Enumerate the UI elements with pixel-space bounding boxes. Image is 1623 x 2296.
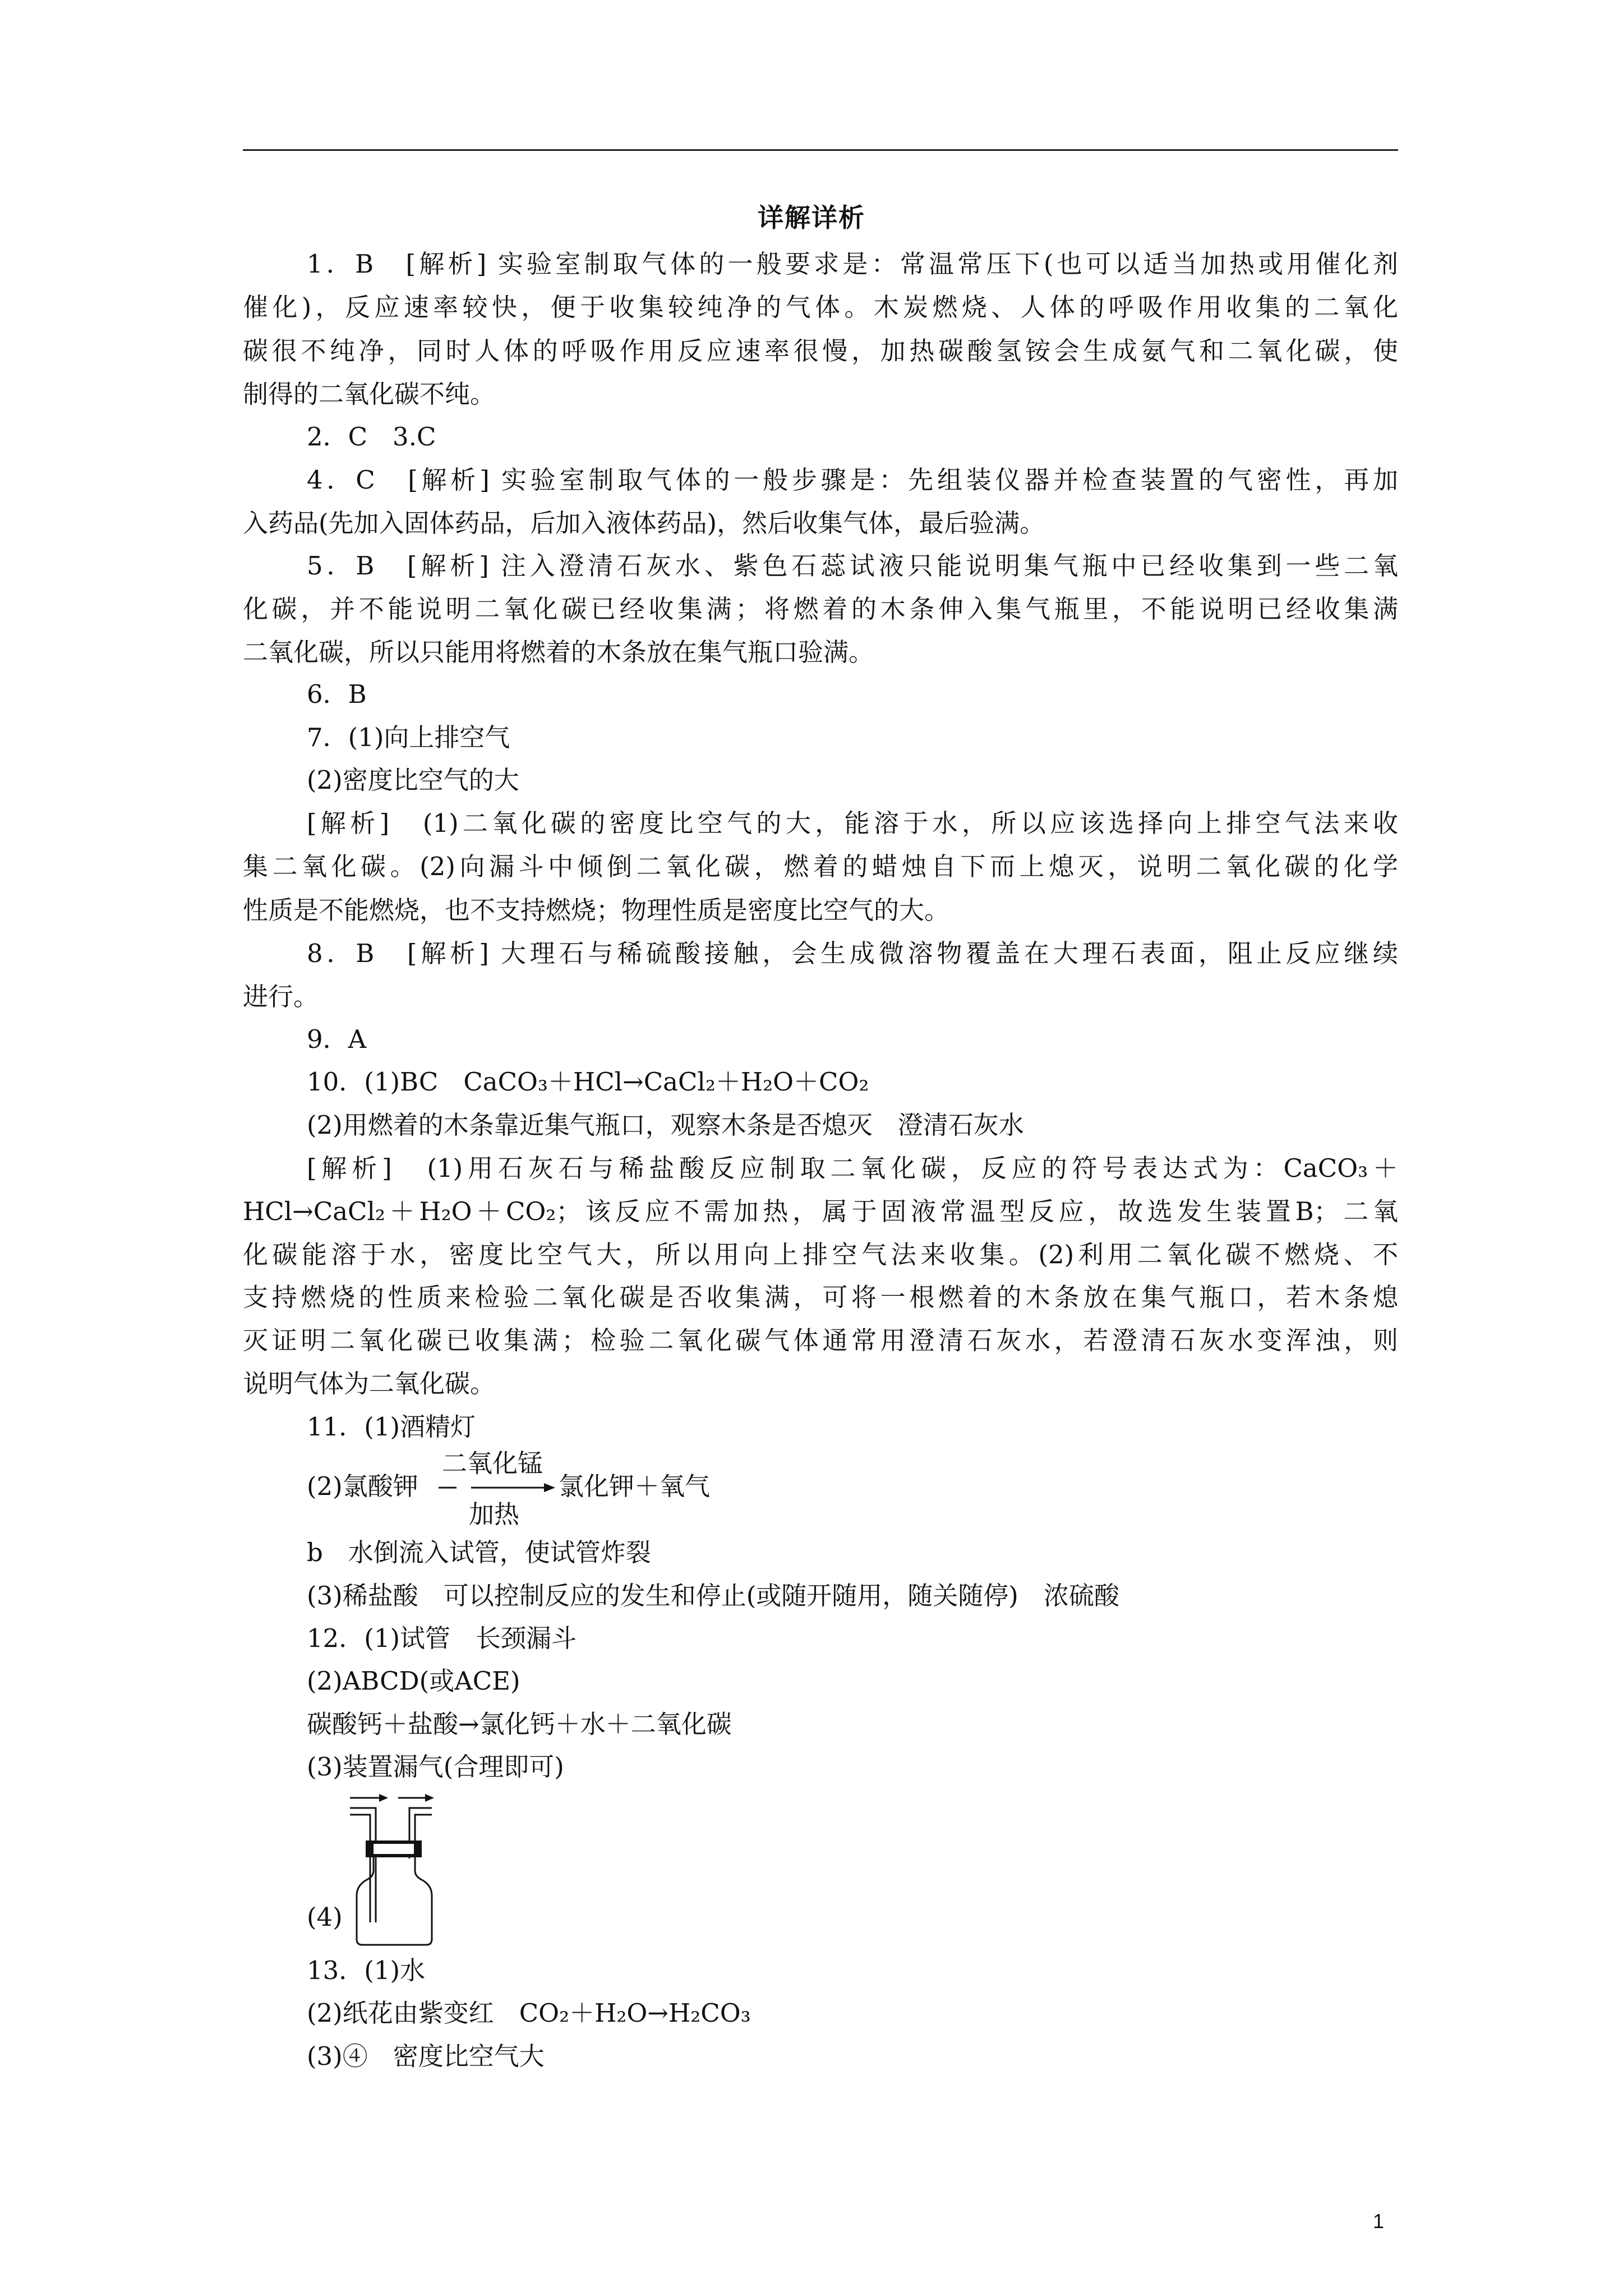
text-line: (2)密度比空气的大 xyxy=(307,765,519,795)
text-line: 灭证明二氧化碳已收集满；检验二氧化碳气体通常用澄清石灰水，若澄清石灰水变浑浊，则 xyxy=(243,1326,1398,1355)
text-line: (4) xyxy=(307,1902,343,1932)
text-line: [解析] (1)二氧化碳的密度比空气的大，能溶于水，所以应该选择向上排空气法来收 xyxy=(307,808,1398,838)
text-line: (2)用燃着的木条靠近集气瓶口，观察木条是否熄灭 澄清石灰水 xyxy=(307,1110,1024,1140)
text-line: 碳很不纯净，同时人体的呼吸作用反应速率很慢，加热碳酸氢铵会生成氨气和二氧化碳，使 xyxy=(243,336,1398,366)
reaction-arrow xyxy=(436,1481,557,1494)
text-line: (2)ABCD(或ACE) xyxy=(307,1666,520,1696)
text-line: 制得的二氧化碳不纯。 xyxy=(243,379,496,409)
text-line: (2)纸花由紫变红 CO₂＋H₂O→H₂CO₃ xyxy=(307,1998,751,2028)
text-line: 6．B xyxy=(307,679,367,709)
text-line: 催化)，反应速率较快，便于收集较纯净的气体。木炭燃烧、人体的呼吸作用收集的二氧化 xyxy=(243,292,1398,322)
text-line: 说明气体为二氧化碳。 xyxy=(243,1369,496,1398)
text-line: 11．(1)酒精灯 xyxy=(307,1412,476,1442)
text-line: 5．B [解析] 注入澄清石灰水、紫色石蕊试液只能说明集气瓶中已经收集到一些二氧 xyxy=(307,551,1398,581)
text-line: 支持燃烧的性质来检验二氧化碳是否收集满，可将一根燃着的木条放在集气瓶口，若木条熄 xyxy=(243,1282,1398,1312)
text-line: 1．B [解析] 实验室制取气体的一般要求是：常温常压下(也可以适当加热或用催化剂 xyxy=(307,249,1398,279)
text-line: b 水倒流入试管，使试管炸裂 xyxy=(307,1538,651,1567)
gas-bottle-figure xyxy=(342,1792,449,1949)
text-line: 化碳能溶于水，密度比空气大，所以用向上排空气法来收集。(2)利用二氧化碳不燃烧、不 xyxy=(243,1240,1398,1269)
text-line: (3)稀盐酸 可以控制反应的发生和停止(或随开随用，随关随停) 浓硫酸 xyxy=(307,1581,1119,1611)
header-rule xyxy=(243,149,1398,151)
reaction-condition-heat: 加热 xyxy=(469,1499,520,1529)
text-line: HCl→CaCl₂＋H₂O＋CO₂；该反应不需加热，属于固液常温型反应，故选发生装置B；二氧 xyxy=(243,1197,1398,1226)
text-line: (3)④ 密度比空气大 xyxy=(307,2041,545,2071)
reaction-condition-catalyst: 二氧化锰 xyxy=(442,1448,543,1478)
text-line: 2．C 3.C xyxy=(307,422,436,452)
text-line: 12．(1)试管 长颈漏斗 xyxy=(307,1623,577,1653)
text-line: 进行。 xyxy=(243,982,319,1011)
text-line: 10．(1)BC CaCO₃＋HCl→CaCl₂＋H₂O＋CO₂ xyxy=(307,1067,869,1097)
text-line: (2)氯酸钾 xyxy=(307,1471,418,1501)
text-line: 碳酸钙＋盐酸→氯化钙＋水＋二氧化碳 xyxy=(307,1709,732,1739)
text-line: [解析] (1)用石灰石与稀盐酸反应制取二氧化碳，反应的符号表达式为：CaCO₃＋ xyxy=(307,1153,1398,1183)
page-number: 1 xyxy=(1373,2210,1385,2233)
text-line: 4．C [解析] 实验室制取气体的一般步骤是：先组装仪器并检查装置的气密性，再加 xyxy=(307,465,1398,495)
text-line: 7．(1)向上排空气 xyxy=(307,723,510,752)
text-line: 9．A xyxy=(307,1024,367,1054)
text-line: 二氧化碳，所以只能用将燃着的木条放在集气瓶口验满。 xyxy=(243,637,874,667)
text-line: 化碳，并不能说明二氧化碳已经收集满；将燃着的木条伸入集气瓶里，不能说明已经收集满 xyxy=(243,594,1398,624)
page-title: 详解详析 xyxy=(758,203,865,233)
text-line: (3)装置漏气(合理即可) xyxy=(307,1752,564,1782)
text-line: 入药品(先加入固体药品，后加入液体药品)，然后收集气体，最后验满。 xyxy=(243,508,1045,538)
text-line: 8．B [解析] 大理石与稀硫酸接触，会生成微溶物覆盖在大理石表面，阻止反应继续 xyxy=(307,938,1398,968)
text-line: 性质是不能燃烧，也不支持燃烧；物理性质是密度比空气的大。 xyxy=(243,895,950,925)
text-line: 13．(1)水 xyxy=(307,1955,426,1985)
text-line: 氯化钾＋氧气 xyxy=(559,1471,711,1501)
text-line: 集二氧化碳。(2)向漏斗中倾倒二氧化碳，燃着的蜡烛自下而上熄灭，说明二氧化碳的化学 xyxy=(243,852,1398,881)
